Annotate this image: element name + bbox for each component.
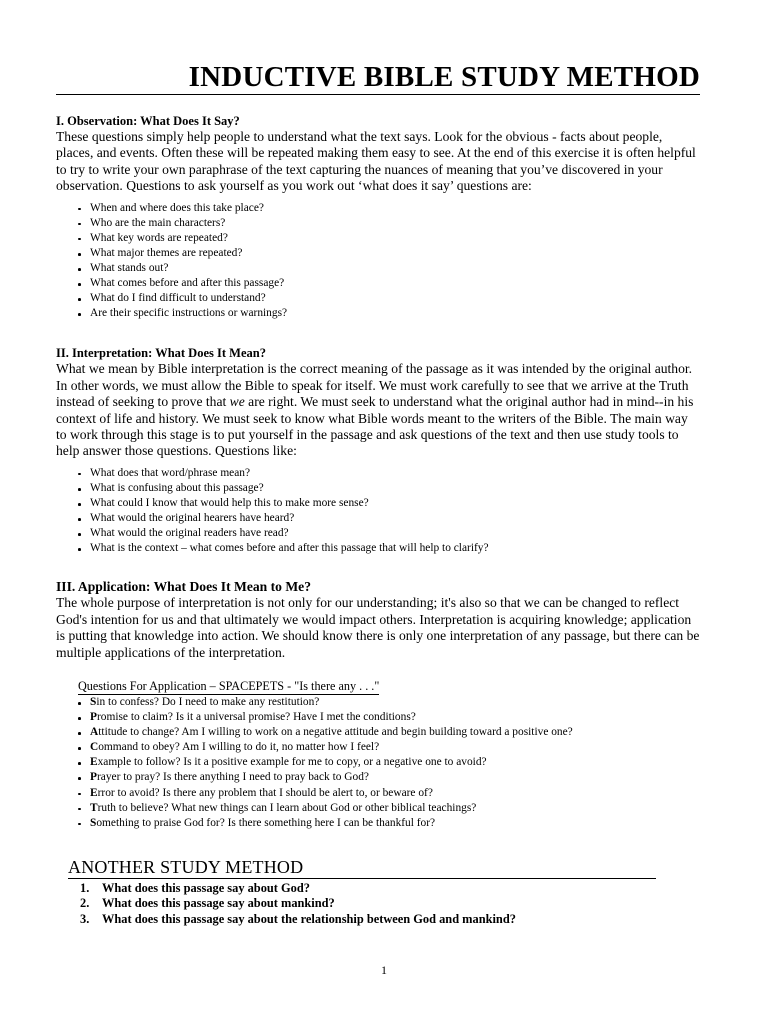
list-item: What is confusing about this passage? (78, 481, 700, 496)
section-observation-body: These questions simply help people to understand what the text says. Look for the obvious - facts about people, places, and events. Often these will be repeated making them easy to see. At the end of this exercise it is often helpful to try to write your own paraphrase of the text capturing the nuances of meaning that you’ve discovered in your observation. Questions to ask yourself as you work out ‘what does it say’ questions are: (56, 129, 696, 194)
list-item-text: in to confess? Do I need to make any restitution? (96, 696, 320, 708)
document-page (56, 60, 700, 928)
list-item: What comes before and after this passage? (78, 276, 700, 291)
list-item (78, 786, 700, 801)
list-item (78, 816, 700, 831)
list-item: What could I know that would help this to make more sense? (78, 496, 700, 511)
interpretation-body-emphasis: we (229, 394, 245, 410)
list-item-text: rayer to pray? Is there anything I need to pray back to God? (96, 771, 369, 784)
acrostic-letter: P (90, 771, 97, 784)
list-number: 1. (80, 880, 90, 895)
document-title: INDUCTIVE BIBLE STUDY METHOD (56, 60, 700, 95)
another-method-questions (56, 881, 700, 928)
acrostic-letter: S (90, 816, 97, 829)
list-item: Who are the main characters? (78, 216, 700, 231)
list-item (78, 740, 700, 755)
list-item-text: ommand to obey? Am I willing to do it, no matter how I feel? (98, 741, 380, 754)
list-item (80, 881, 700, 897)
acrostic-letter: C (90, 741, 99, 754)
list-item: When and where does this take place? (78, 201, 700, 216)
list-item-text: What does this passage say about God? (102, 880, 310, 895)
section-interpretation-body (56, 361, 700, 459)
list-item-text: xample to follow? Is it a positive example for me to copy, or a negative one to avoid? (97, 756, 487, 769)
section-application-body: The whole purpose of interpretation is not only for our understanding; it's also so that we can be changed to reflect God's intention for us and that ultimately we would impact others. Interpretation is acquiring knowledge; application is putting that knowledge into action. We should know there is only one interpretation of any passage, but there can be multiple applications of the interpretation. (56, 595, 700, 660)
list-item: What major themes are repeated? (78, 246, 700, 261)
list-item-text: rror to avoid? Is there any problem that I should be alert to, or beware of? (97, 786, 433, 799)
another-method-heading: ANOTHER STUDY METHOD (68, 856, 304, 877)
acrostic-letter: P (90, 711, 97, 724)
list-item-text: ruth to believe? What new things can I learn about God or other biblical teachings? (97, 801, 477, 814)
section-application-heading: III. Application: What Does It Mean to Me? (56, 579, 312, 595)
list-item: What would the original readers have read? (78, 526, 700, 541)
list-item-text: omething to praise God for? Is there something here I can be thankful for? (96, 816, 436, 829)
list-item-text: ttitude to change? Am I willing to work on a negative attitude and begin building toward a positive one? (98, 726, 573, 739)
acrostic-letter: A (90, 726, 99, 739)
list-item (78, 695, 700, 710)
observation-questions-list (56, 201, 700, 322)
spacepets-list (56, 695, 700, 831)
acrostic-letter: E (90, 756, 98, 769)
acrostic-letter: T (90, 801, 98, 814)
acrostic-letter: S (90, 696, 97, 708)
application-questions-heading: Questions For Application – SPACEPETS - "Is there any . . ." (78, 679, 380, 693)
list-item-text: What does this passage say about mankind? (102, 896, 335, 911)
list-item (78, 755, 700, 770)
list-item (78, 770, 700, 785)
list-item (78, 725, 700, 740)
section-observation-heading: I. Observation: What Does It Say? (56, 114, 240, 128)
page-number: 1 (381, 963, 387, 977)
list-number: 2. (80, 896, 90, 911)
interpretation-body-part1: What we mean by Bible interpretation is the correct meaning of the passage as it was intended by the original author. In other words, we must allow the Bible to speak for itself. We must work carefully to see that we arrive at the Truth instead of seeking to prove that (56, 361, 693, 410)
list-item-text: What does this passage say about the relationship between God and mankind? (102, 912, 516, 927)
list-item (78, 710, 700, 725)
list-item (80, 896, 700, 912)
list-number: 3. (80, 912, 90, 927)
list-item (78, 801, 700, 816)
another-method-heading-rule (68, 857, 656, 879)
interpretation-questions-list (56, 466, 700, 557)
list-item (80, 912, 700, 928)
section-interpretation-heading: II. Interpretation: What Does It Mean? (56, 346, 266, 361)
list-item-text: romise to claim? Is it a universal promise? Have I met the conditions? (96, 711, 416, 724)
list-item: What does that word/phrase mean? (78, 466, 700, 481)
list-item: Are their specific instructions or warnings? (78, 306, 700, 321)
list-item: What would the original hearers have heard? (78, 511, 700, 526)
list-item: What stands out? (78, 261, 700, 276)
interpretation-body-part2: are right. We must seek to understand what the original author had in mind--in his context of life and history. We must seek to know what Bible words meant to the writers of the Bible. The main way to work through this stage is to put yourself in the passage and ask questions of the text and then use study tools to help answer those questions. Questions like: (56, 394, 694, 459)
list-item: What is the context – what comes before and after this passage that will help to clarify? (78, 541, 700, 556)
list-item: What key words are repeated? (78, 231, 700, 246)
acrostic-letter: E (90, 786, 98, 799)
list-item: What do I find difficult to understand? (78, 291, 700, 306)
